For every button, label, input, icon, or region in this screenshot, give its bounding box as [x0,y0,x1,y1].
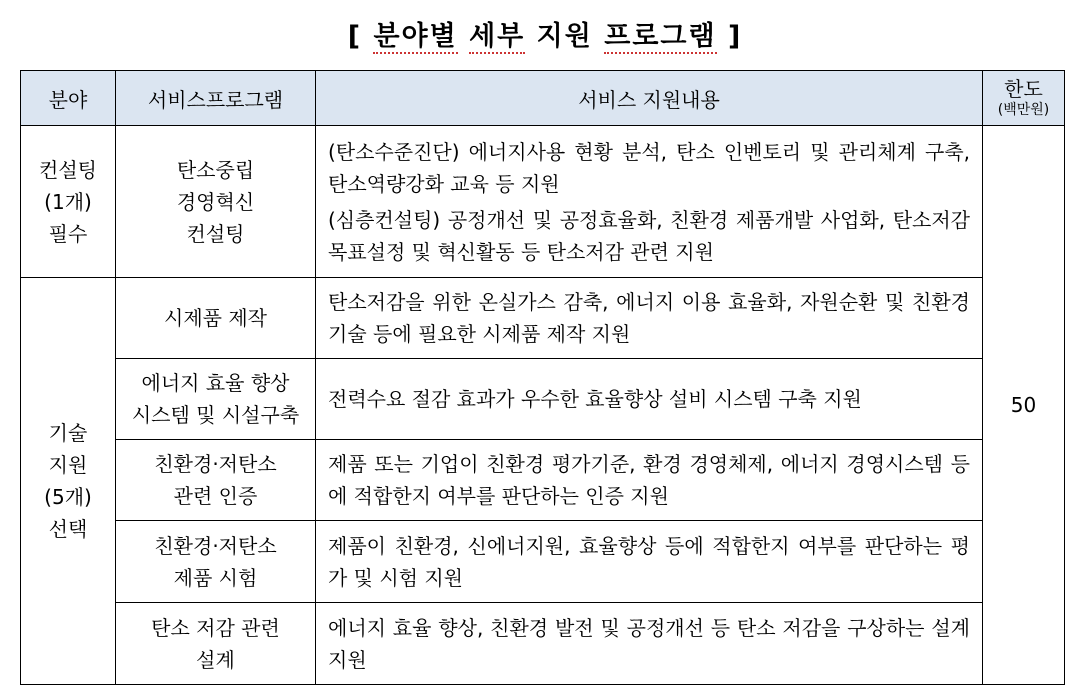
field-cell-tech [21,278,116,685]
content-cell [316,126,983,278]
header-limit [983,71,1065,126]
content-cell [316,440,983,521]
program-line: 시스템 및 시설구축 [131,403,300,427]
program-line: 친환경·저탄소 [154,452,277,476]
field-line: (5개) [44,485,92,509]
header-limit-unit: (백만원) [997,102,1050,118]
content-cell [316,603,983,685]
header-content: 서비스 지원내용 [316,71,983,126]
table-row [21,359,1065,440]
program-line: 컨설팅 [186,221,245,246]
field-line: 기술 [48,421,88,445]
program-cell [116,359,316,440]
content-cell [316,278,983,359]
field-line: 선택 [48,517,88,541]
table-row [21,603,1065,685]
program-cell [116,126,316,278]
title-prefix: [ [347,21,374,52]
program-cell [116,278,316,359]
table-header-row [21,71,1065,126]
content-paragraph: (탄소수준진단) 에너지사용 현황 분석, 탄소 인벤토리 및 관리체계 구축, 탄소역량강화 교육 등 지원 [328,139,970,196]
program-line: 설계 [196,647,235,672]
content-paragraph: 제품 또는 기업이 친환경 평가기준, 환경 경영체제, 에너지 경영시스템 등에 적합한지 여부를 판단하는 인증 지원 [328,452,970,508]
table-row [21,278,1065,359]
table-row-consulting [21,126,1065,278]
program-line: 관련 인증 [173,484,258,508]
field-line: 필수 [48,221,88,246]
content-paragraph: 탄소저감을 위한 온실가스 감축, 에너지 이용 효율화, 자원순환 및 친환경 기술 등에 필요한 시제품 제작 지원 [328,290,970,346]
page-title [0,14,1090,53]
program-cell [116,603,316,685]
title-word-detail: 세부 [469,21,526,52]
limit-cell: 50 [983,126,1065,685]
header-program: 서비스프로그램 [116,71,316,126]
table-row [21,440,1065,521]
program-line: 시제품 제작 [164,306,267,330]
title-word-field: 분야별 [373,21,458,52]
content-paragraph: (심층컨설팅) 공정개선 및 공정효율화, 친환경 제품개발 사업화, 탄소저감 목표설정 및 혁신활동 등 탄소저감 관련 지원 [328,207,970,264]
field-line: 지원 [48,453,88,477]
program-line: 친환경·저탄소 [154,533,277,558]
program-line: 탄소 저감 관련 [151,615,280,640]
program-cell [116,440,316,521]
content-paragraph: 제품이 친환경, 신에너지원, 효율향상 등에 적합한지 여부를 판단하는 평가 및 시험 지원 [328,533,970,590]
table-row [21,521,1065,603]
title-suffix: ] [716,21,743,52]
title-space [458,21,469,52]
content-paragraph: 에너지 효율 향상, 친환경 발전 및 공정개선 등 탄소 저감을 구상하는 설계지원 [328,615,970,672]
content-cell [316,521,983,603]
field-cell-consulting [21,126,116,278]
program-cell [116,521,316,603]
field-line: 컨설팅 [39,157,97,182]
program-line: 에너지 효율 향상 [141,371,290,395]
content-cell [316,359,983,440]
field-line: (1개) [44,189,92,214]
title-word-program: 프로그램 [604,21,717,52]
program-table [20,70,1065,685]
title-word-support: 지원 [525,21,605,52]
header-field: 분야 [21,71,116,126]
program-line: 탄소중립 [176,157,255,182]
content-paragraph: 전력수요 절감 효과가 우수한 효율향상 설비 시스템 구축 지원 [328,387,862,411]
program-line: 제품 시험 [173,565,258,590]
program-line: 경영혁신 [176,189,255,214]
header-limit-label: 한도 [1004,77,1043,101]
